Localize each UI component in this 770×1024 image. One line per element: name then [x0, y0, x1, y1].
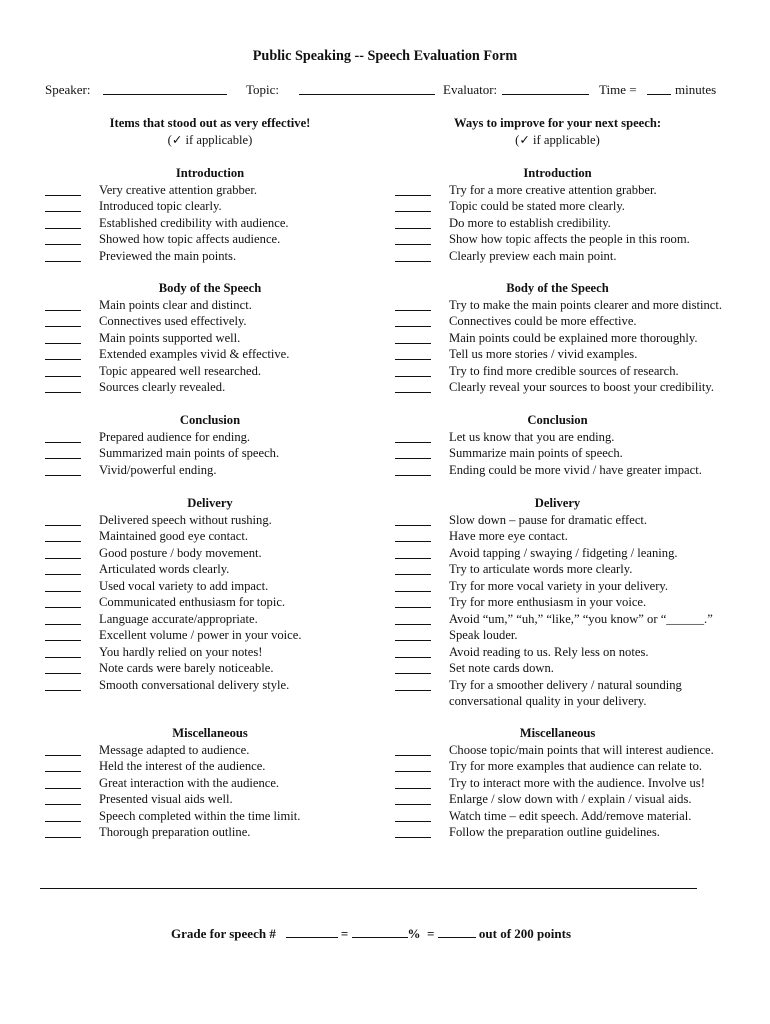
- left-check-blank[interactable]: [45, 326, 81, 327]
- right-item-text: Try for more examples that audience can relate to.: [449, 759, 703, 773]
- right-item-text: Set note cards down.: [449, 661, 554, 675]
- percent-field[interactable]: [352, 926, 408, 938]
- left-item-text: Delivered speech without rushing.: [99, 512, 272, 527]
- right-check-blank[interactable]: [395, 837, 431, 838]
- effective-subheading: (✓ if applicable): [167, 133, 253, 147]
- left-check-blank[interactable]: [45, 657, 81, 658]
- right-check-blank[interactable]: [395, 821, 431, 822]
- left-check-blank[interactable]: [45, 804, 81, 805]
- left-item-text: Message adapted to audience.: [99, 742, 250, 757]
- right-check-blank[interactable]: [395, 442, 431, 443]
- left-item-text: Thorough preparation outline.: [99, 825, 251, 839]
- left-item-text: Good posture / body movement.: [99, 545, 262, 560]
- right-check-blank[interactable]: [395, 541, 431, 542]
- right-item-text: Have more eye contact.: [449, 529, 568, 543]
- left-check-blank[interactable]: [45, 392, 81, 393]
- right-item-text: Let us know that you are ending.: [449, 429, 615, 444]
- left-item-text: Topic appeared well researched.: [99, 363, 262, 378]
- right-item-text: conversational quality in your delivery.: [449, 694, 647, 708]
- right-item-text: Try for more vocal variety in your delivery.: [449, 578, 669, 593]
- right-item-text: Try for a more creative attention grabber.: [449, 182, 657, 197]
- right-item-text: Slow down – pause for dramatic effect.: [449, 512, 648, 527]
- right-check-blank[interactable]: [395, 755, 431, 756]
- left-item-text: Smooth conversational delivery style.: [99, 677, 290, 692]
- improve-subheading: (✓ if applicable): [515, 133, 600, 147]
- grade-eq2: =: [427, 926, 435, 941]
- left-item-text: Summarized main points of speech.: [99, 446, 280, 460]
- grade-eq1: =: [340, 926, 349, 941]
- left-item-text: Note cards were barely noticeable.: [99, 661, 274, 675]
- left-check-blank[interactable]: [45, 343, 81, 344]
- left-check-blank[interactable]: [45, 376, 81, 377]
- left-check-blank[interactable]: [45, 310, 81, 311]
- right-item-text: Topic could be stated more clearly.: [449, 199, 625, 213]
- right-check-blank[interactable]: [395, 788, 431, 789]
- right-check-blank[interactable]: [395, 392, 431, 393]
- right-item-text: Try to articulate words more clearly.: [449, 562, 633, 576]
- left-check-blank[interactable]: [45, 558, 81, 559]
- left-item-text: Extended examples vivid & effective.: [99, 347, 290, 361]
- right-check-blank[interactable]: [395, 326, 431, 327]
- left-item-text: Previewed the main points.: [99, 248, 237, 263]
- left-check-blank[interactable]: [45, 640, 81, 641]
- left-check-blank[interactable]: [45, 788, 81, 789]
- left-item-text: Used vocal variety to add impact.: [99, 578, 269, 593]
- right-check-blank[interactable]: [395, 211, 431, 212]
- left-check-blank[interactable]: [45, 525, 81, 526]
- left-check-blank[interactable]: [45, 591, 81, 592]
- right-item-text: Ending could be more vivid / have greater impact.: [449, 462, 702, 477]
- right-item-text: Choose topic/main points that will interest audience.: [449, 742, 714, 757]
- left-item-text: Maintained good eye contact.: [99, 529, 248, 543]
- right-item-text: Avoid “um,” “uh,” “like,” “you know” or “______.”: [449, 611, 713, 626]
- right-item-text: Avoid tapping / swaying / fidgeting / leaning.: [449, 545, 678, 560]
- left-check-blank[interactable]: [45, 755, 81, 756]
- grade-suffix: out of 200 points: [478, 926, 572, 941]
- right-check-blank[interactable]: [395, 244, 431, 245]
- time-label: Time =: [599, 82, 637, 97]
- right-check-blank[interactable]: [395, 558, 431, 559]
- right-check-blank[interactable]: [395, 771, 431, 772]
- right-check-blank[interactable]: [395, 591, 431, 592]
- right-check-blank[interactable]: [395, 195, 431, 196]
- left-section-title: Delivery: [187, 496, 233, 510]
- left-item-text: Connectives used effectively.: [99, 314, 247, 328]
- right-section-title: Introduction: [523, 166, 592, 180]
- right-item-text: Try to make the main points clearer and more distinct.: [449, 297, 723, 312]
- left-check-blank[interactable]: [45, 690, 81, 691]
- left-check-blank[interactable]: [45, 541, 81, 542]
- left-section-title: Miscellaneous: [172, 726, 248, 740]
- right-section-title: Delivery: [534, 496, 581, 510]
- right-item-text: Connectives could be more effective.: [449, 314, 637, 328]
- time-field[interactable]: [647, 94, 671, 95]
- speaker-label: Speaker:: [45, 82, 91, 97]
- right-check-blank[interactable]: [395, 475, 431, 476]
- evaluator-field[interactable]: [502, 94, 589, 95]
- left-check-blank[interactable]: [45, 458, 81, 459]
- speaker-field[interactable]: [103, 94, 227, 95]
- right-check-blank[interactable]: [395, 261, 431, 262]
- evaluator-label: Evaluator:: [443, 82, 498, 97]
- left-item-text: Sources clearly revealed.: [99, 380, 226, 394]
- left-check-blank[interactable]: [45, 837, 81, 838]
- left-check-blank[interactable]: [45, 771, 81, 772]
- left-check-blank[interactable]: [45, 442, 81, 443]
- right-section-title: Conclusion: [527, 413, 588, 427]
- left-section-title: Conclusion: [179, 413, 241, 427]
- right-item-text: Try to find more credible sources of research.: [449, 363, 679, 378]
- left-check-blank[interactable]: [45, 574, 81, 575]
- divider-line: [40, 888, 697, 889]
- right-item-text: Tell us more stories / vivid examples.: [449, 347, 638, 361]
- right-item-text: Try for more enthusiasm in your voice.: [449, 595, 647, 609]
- points-field[interactable]: [438, 926, 476, 938]
- right-item-text: Enlarge / slow down with / explain / visual aids.: [449, 792, 692, 806]
- right-check-blank[interactable]: [395, 343, 431, 344]
- left-item-text: Vivid/powerful ending.: [99, 462, 217, 477]
- right-item-text: Do more to establish credibility.: [449, 215, 611, 230]
- left-check-blank[interactable]: [45, 475, 81, 476]
- grade-line: [171, 926, 571, 942]
- right-check-blank[interactable]: [395, 640, 431, 641]
- right-check-blank[interactable]: [395, 690, 431, 691]
- left-item-text: Main points supported well.: [99, 330, 241, 345]
- left-check-blank[interactable]: [45, 624, 81, 625]
- topic-field[interactable]: [299, 94, 435, 95]
- right-check-blank[interactable]: [395, 359, 431, 360]
- left-check-blank[interactable]: [45, 821, 81, 822]
- left-item-text: Great interaction with the audience.: [99, 775, 280, 790]
- right-item-text: Clearly reveal your sources to boost your credibility.: [449, 380, 714, 394]
- right-item-text: Main points could be explained more thoroughly.: [449, 330, 698, 345]
- left-item-text: Introduced topic clearly.: [99, 199, 222, 213]
- right-check-blank[interactable]: [395, 657, 431, 658]
- left-section-title: Introduction: [175, 166, 245, 180]
- left-item-text: Established credibility with audience.: [99, 215, 289, 230]
- right-item-text: Watch time – edit speech. Add/remove material.: [449, 808, 692, 823]
- improve-heading: Ways to improve for your next speech:: [453, 116, 662, 130]
- right-item-text: Speak louder.: [449, 628, 518, 642]
- speech-number-field[interactable]: [286, 926, 338, 938]
- left-check-blank[interactable]: [45, 261, 81, 262]
- left-check-blank[interactable]: [45, 607, 81, 608]
- right-check-blank[interactable]: [395, 804, 431, 805]
- right-check-blank[interactable]: [395, 574, 431, 575]
- left-item-text: Presented visual aids well.: [99, 792, 233, 806]
- form-title: Public Speaking -- Speech Evaluation Form: [252, 48, 518, 64]
- right-check-blank[interactable]: [395, 228, 431, 229]
- left-item-text: Held the interest of the audience.: [99, 759, 266, 773]
- left-item-text: Language accurate/appropriate.: [99, 611, 258, 626]
- effective-heading: Items that stood out as very effective!: [109, 116, 311, 130]
- left-check-blank[interactable]: [45, 228, 81, 229]
- left-item-text: Articulated words clearly.: [99, 562, 230, 576]
- left-item-text: Very creative attention grabber.: [99, 182, 258, 197]
- left-check-blank[interactable]: [45, 359, 81, 360]
- right-check-blank[interactable]: [395, 624, 431, 625]
- left-check-blank[interactable]: [45, 244, 81, 245]
- time-unit: minutes: [675, 82, 717, 97]
- left-item-text: Speech completed within the time limit.: [99, 808, 301, 823]
- right-check-blank[interactable]: [395, 607, 431, 608]
- right-item-text: Show how topic affects the people in this room.: [449, 232, 690, 246]
- right-section-title: Body of the Speech: [506, 281, 609, 295]
- left-item-text: Main points clear and distinct.: [99, 297, 252, 312]
- topic-label: Topic:: [246, 82, 280, 97]
- right-check-blank[interactable]: [395, 458, 431, 459]
- right-item-text: Follow the preparation outline guidelines.: [449, 825, 660, 839]
- right-check-blank[interactable]: [395, 376, 431, 377]
- left-check-blank[interactable]: [45, 195, 81, 196]
- left-item-text: Excellent volume / power in your voice.: [99, 628, 302, 642]
- grade-label: Grade for speech #: [171, 926, 276, 941]
- right-item-text: Clearly preview each main point.: [449, 248, 617, 263]
- left-section-title: Body of the Speech: [158, 281, 262, 295]
- right-section-title: Miscellaneous: [519, 726, 596, 740]
- left-item-text: Showed how topic affects audience.: [99, 232, 281, 246]
- right-item-text: Try to interact more with the audience. Involve us!: [449, 775, 705, 790]
- left-item-text: Communicated enthusiasm for topic.: [99, 595, 286, 609]
- right-check-blank[interactable]: [395, 310, 431, 311]
- right-item-text: Avoid reading to us. Rely less on notes.: [449, 644, 649, 659]
- left-item-text: You hardly relied on your notes!: [99, 644, 263, 659]
- left-check-blank[interactable]: [45, 673, 81, 674]
- left-item-text: Prepared audience for ending.: [99, 429, 251, 444]
- right-item-text: Summarize main points of speech.: [449, 446, 623, 460]
- right-check-blank[interactable]: [395, 525, 431, 526]
- left-check-blank[interactable]: [45, 211, 81, 212]
- right-check-blank[interactable]: [395, 673, 431, 674]
- right-item-text: Try for a smoother delivery / natural sounding: [449, 677, 682, 692]
- grade-pct: %: [407, 926, 421, 941]
